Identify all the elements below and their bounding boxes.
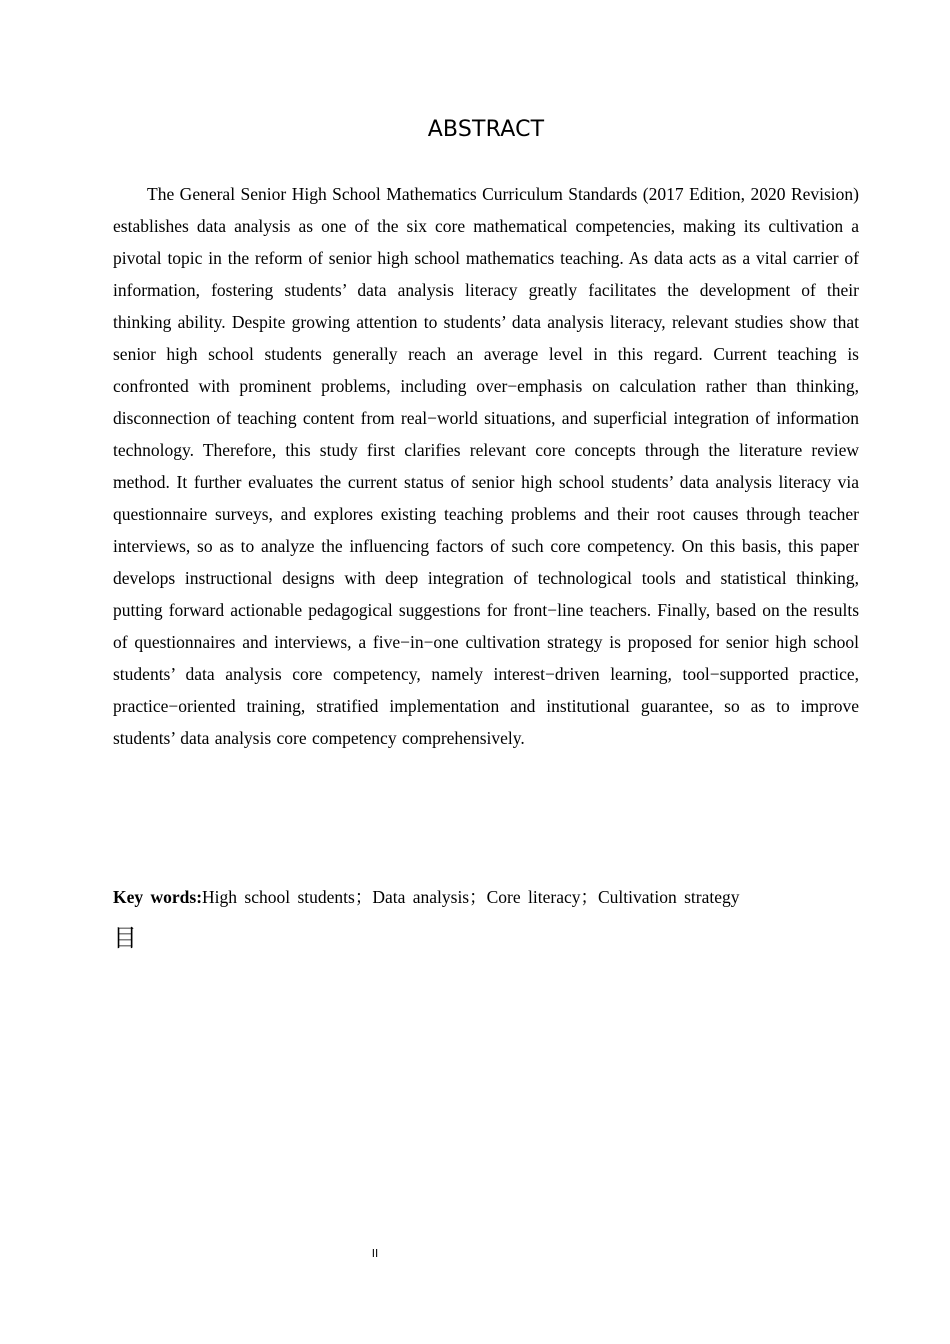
abstract-title: ABSTRACT <box>427 117 545 142</box>
keywords-text: High school students；Data analysis；Core literacy；Cultivation strategy <box>202 887 740 907</box>
keywords-line <box>113 881 859 913</box>
page-number: II <box>371 1247 379 1260</box>
keywords-label: Key words: <box>113 887 203 907</box>
abstract-body: The General Senior High School Mathematics Curriculum Standards (2017 Edition, 2020 Revision) establishes data analysis as one of the six core mathematical competencies, making its cultivation a pivotal topic in the reform of senior high school mathematics teaching. As data acts as a vital carrier of information, fostering students’ data analysis literacy greatly facilitates the development of their thinking ability. Despite growing attention to students’ data analysis literacy, relevant studies show that senior high school students generally reach an average level in this regard. Current teaching is confronted with prominent problems, including over−emphasis on calculation rather than thinking, disconnection of teaching content from real−world situations, and superficial integration of information technology. Therefore, this study first clarifies relevant core concepts through the literature review method. It further evaluates the current status of senior high school students’ data analysis literacy via questionnaire surveys, and explores existing teaching problems and their root causes through teacher interviews, so as to analyze the influencing factors of such core competency. On this basis, this paper develops instructional designs with deep integration of technological tools and statistical thinking, putting forward actionable pedagogical suggestions for front−line teachers. Finally, based on the results of questionnaires and interviews, a five−in−one cultivation strategy is proposed for senior high school students’ data analysis core competency, namely interest−driven learning, tool−supported practice, practice−oriented training, stratified implementation and institutional guarantee, so as to improve students’ data analysis core competency comprehensively. <box>113 184 859 748</box>
toc-heading-fragment: 目 <box>113 924 137 952</box>
